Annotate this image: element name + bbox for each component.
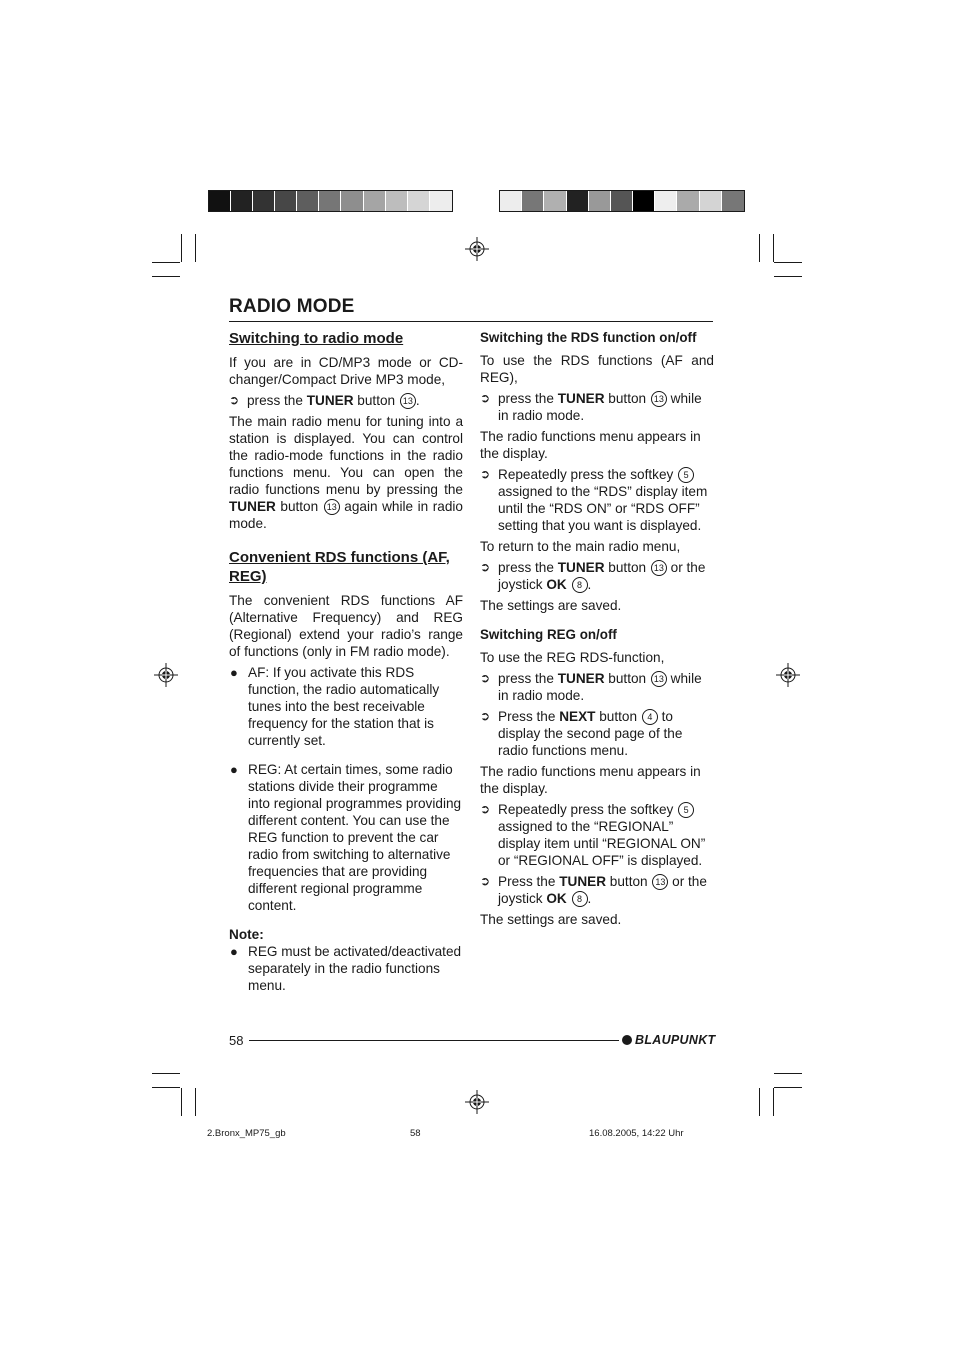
crop-mark xyxy=(181,234,182,262)
color-swatch xyxy=(297,191,319,211)
instruction-step xyxy=(480,801,714,869)
color-swatch xyxy=(253,191,275,211)
color-swatch xyxy=(633,191,655,211)
step-text: button xyxy=(595,709,641,724)
color-swatch xyxy=(319,191,341,211)
callout-number: 13 xyxy=(400,393,416,409)
instruction-step xyxy=(480,390,714,424)
paragraph: To use the RDS functions (AF and REG), xyxy=(480,353,714,385)
paragraph: The radio functions menu appears in the display. xyxy=(480,764,701,796)
step-text: press the xyxy=(247,393,307,408)
color-swatch xyxy=(677,191,699,211)
paragraph xyxy=(229,413,463,532)
bullet-text: REG must be activated/deactivated separately in the radio functions menu. xyxy=(248,944,462,993)
color-bar-left xyxy=(208,190,453,212)
instruction-step xyxy=(480,708,714,759)
step-key: TUNER xyxy=(557,391,605,406)
bullet-item xyxy=(229,664,463,749)
slug-page: 58 xyxy=(410,1128,421,1139)
title-rule xyxy=(229,321,713,322)
crop-mark xyxy=(774,262,802,263)
crop-mark xyxy=(152,276,180,277)
color-bar-right xyxy=(499,190,745,212)
step-text: to display the second page of the radio functions menu. xyxy=(498,709,683,758)
step-text: Press the xyxy=(498,709,560,724)
step-key: TUNER xyxy=(559,874,607,889)
arrow-right-icon: ➲ xyxy=(480,671,491,685)
color-swatch xyxy=(722,191,744,211)
bullet-dot-icon: ● xyxy=(230,665,238,680)
registration-target-icon xyxy=(154,663,178,687)
step-key: OK xyxy=(546,891,567,906)
step-text: press the xyxy=(498,671,558,686)
right-column xyxy=(480,329,714,932)
left-column xyxy=(229,329,463,998)
page-number: 58 xyxy=(229,1033,244,1048)
footer-rule xyxy=(249,1040,619,1041)
callout-number: 13 xyxy=(651,671,667,687)
bullet-item xyxy=(229,943,463,994)
crop-mark xyxy=(195,1088,196,1116)
arrow-right-icon: ➲ xyxy=(480,560,491,574)
paragraph: The settings are saved. xyxy=(480,598,622,613)
crop-mark xyxy=(773,1088,774,1116)
brand-dot-icon xyxy=(622,1035,632,1045)
slug-filename: 2.Bronx_MP75_gb xyxy=(207,1128,286,1139)
callout-number: 13 xyxy=(324,499,340,515)
bullet-item xyxy=(229,761,463,914)
paragraph-text: button xyxy=(275,499,323,514)
step-text: press the xyxy=(498,560,558,575)
crop-mark xyxy=(759,1088,760,1116)
arrow-right-icon: ➲ xyxy=(229,393,240,407)
arrow-right-icon: ➲ xyxy=(480,874,491,888)
paragraph: The convenient RDS functions AF (Alternative Frequency) and REG (Regional) extend your radio’s range of functions (only in FM radio mode). xyxy=(229,593,463,659)
step-text: or the joystick xyxy=(498,874,707,906)
callout-number: 4 xyxy=(642,709,658,725)
color-swatch xyxy=(567,191,589,211)
registration-target-icon xyxy=(465,1090,489,1114)
callout-number: 5 xyxy=(678,802,694,818)
arrow-right-icon: ➲ xyxy=(480,802,491,816)
slug-date: 16.08.2005, 14:22 Uhr xyxy=(589,1128,684,1139)
subsection-heading: Switching REG on/off xyxy=(480,627,617,642)
paragraph: The settings are saved. xyxy=(480,912,622,927)
step-text: or the joystick xyxy=(498,560,706,592)
step-text: button xyxy=(604,560,650,575)
color-swatch xyxy=(209,191,231,211)
section-heading: Switching to radio mode xyxy=(229,330,404,347)
color-swatch xyxy=(544,191,566,211)
note-label: Note: xyxy=(229,927,264,942)
instruction-step xyxy=(480,559,714,593)
section-heading: Convenient RDS functions (AF, REG) xyxy=(229,549,450,585)
paragraph: The radio functions menu appears in the display. xyxy=(480,429,701,461)
callout-number: 13 xyxy=(651,560,667,576)
subsection-heading: Switching the RDS function on/off xyxy=(480,330,697,345)
instruction-step xyxy=(480,466,714,534)
crop-mark xyxy=(774,1073,802,1074)
instruction-step xyxy=(480,670,714,704)
color-swatch xyxy=(522,191,544,211)
color-swatch xyxy=(500,191,522,211)
step-text: button xyxy=(353,393,399,408)
step-text: while in radio mode. xyxy=(498,391,702,423)
bullet-text: AF: If you activate this RDS function, the radio automatically tunes into the best receivable frequency for the station that is currently set. xyxy=(248,665,440,748)
step-text: assigned to the “RDS” display item until the “RDS ON” or “RDS OFF” setting that you want is displayed. xyxy=(498,484,708,533)
paragraph: To return to the main radio menu, xyxy=(480,539,681,554)
paragraph: To use the REG RDS-function, xyxy=(480,650,665,665)
step-text: Repeatedly press the softkey xyxy=(498,467,678,482)
arrow-right-icon: ➲ xyxy=(480,391,491,405)
step-text: . xyxy=(415,393,420,408)
step-text: Repeatedly press the softkey xyxy=(498,802,678,817)
registration-target-icon xyxy=(465,237,489,261)
bullet-text: REG: At certain times, some radio stations divide their programme into regional programmes providing different content. You can use the REG function to prevent the car radio from switching to alternative frequencies that are providing different regional programme content. xyxy=(248,762,462,913)
color-swatch xyxy=(275,191,297,211)
color-swatch xyxy=(589,191,611,211)
color-swatch xyxy=(386,191,408,211)
crop-mark xyxy=(773,234,774,262)
crop-mark xyxy=(774,276,802,277)
color-swatch xyxy=(364,191,386,211)
step-text: button xyxy=(604,671,650,686)
arrow-right-icon: ➲ xyxy=(480,467,491,481)
paragraph-text: again while in radio mode. xyxy=(229,499,463,531)
crop-mark xyxy=(774,1087,802,1088)
step-key: TUNER xyxy=(306,393,354,408)
step-text: assigned to the “REGIONAL” display item until “REGIONAL ON” or “REGIONAL OFF” is displayed. xyxy=(498,819,706,868)
color-swatch xyxy=(655,191,677,211)
bullet-dot-icon: ● xyxy=(230,944,238,959)
step-key: OK xyxy=(546,577,567,592)
paragraph: If you are in CD/MP3 mode or CD-changer/Compact Drive MP3 mode, xyxy=(229,355,463,387)
step-text: button xyxy=(606,874,652,889)
color-swatch xyxy=(430,191,452,211)
step-text: button xyxy=(604,391,650,406)
instruction-step xyxy=(480,873,714,907)
color-swatch xyxy=(341,191,363,211)
color-swatch xyxy=(700,191,722,211)
step-key: TUNER xyxy=(557,560,605,575)
crop-mark xyxy=(759,234,760,262)
color-swatch xyxy=(231,191,253,211)
step-text: press the xyxy=(498,391,558,406)
crop-mark xyxy=(195,234,196,262)
step-text: . xyxy=(587,891,592,906)
bullet-dot-icon: ● xyxy=(230,762,238,777)
callout-number: 8 xyxy=(572,891,588,907)
brand-logo xyxy=(622,1033,715,1047)
callout-number: 5 xyxy=(678,467,694,483)
step-key: TUNER xyxy=(557,671,605,686)
paragraph-key: TUNER xyxy=(229,499,276,514)
step-text: while in radio mode. xyxy=(498,671,702,703)
callout-number: 8 xyxy=(572,577,588,593)
crop-mark xyxy=(152,1087,180,1088)
callout-number: 13 xyxy=(652,874,668,890)
arrow-right-icon: ➲ xyxy=(480,709,491,723)
brand-name: BLAUPUNKT xyxy=(635,1033,716,1047)
step-key: NEXT xyxy=(559,709,596,724)
callout-number: 13 xyxy=(651,391,667,407)
crop-mark xyxy=(152,262,180,263)
crop-mark xyxy=(152,1073,180,1074)
color-swatch xyxy=(611,191,633,211)
step-text: Press the xyxy=(498,874,560,889)
page-title: RADIO MODE xyxy=(229,296,355,317)
crop-mark xyxy=(181,1088,182,1116)
registration-target-icon xyxy=(776,663,800,687)
color-swatch xyxy=(408,191,430,211)
paragraph-text: The main radio menu for tuning into a station is displayed. You can control the radio-mode functions in the radio functions menu. You can open the radio functions menu by pressing the xyxy=(229,414,463,497)
instruction-step xyxy=(229,392,463,409)
step-text: . xyxy=(587,577,592,592)
